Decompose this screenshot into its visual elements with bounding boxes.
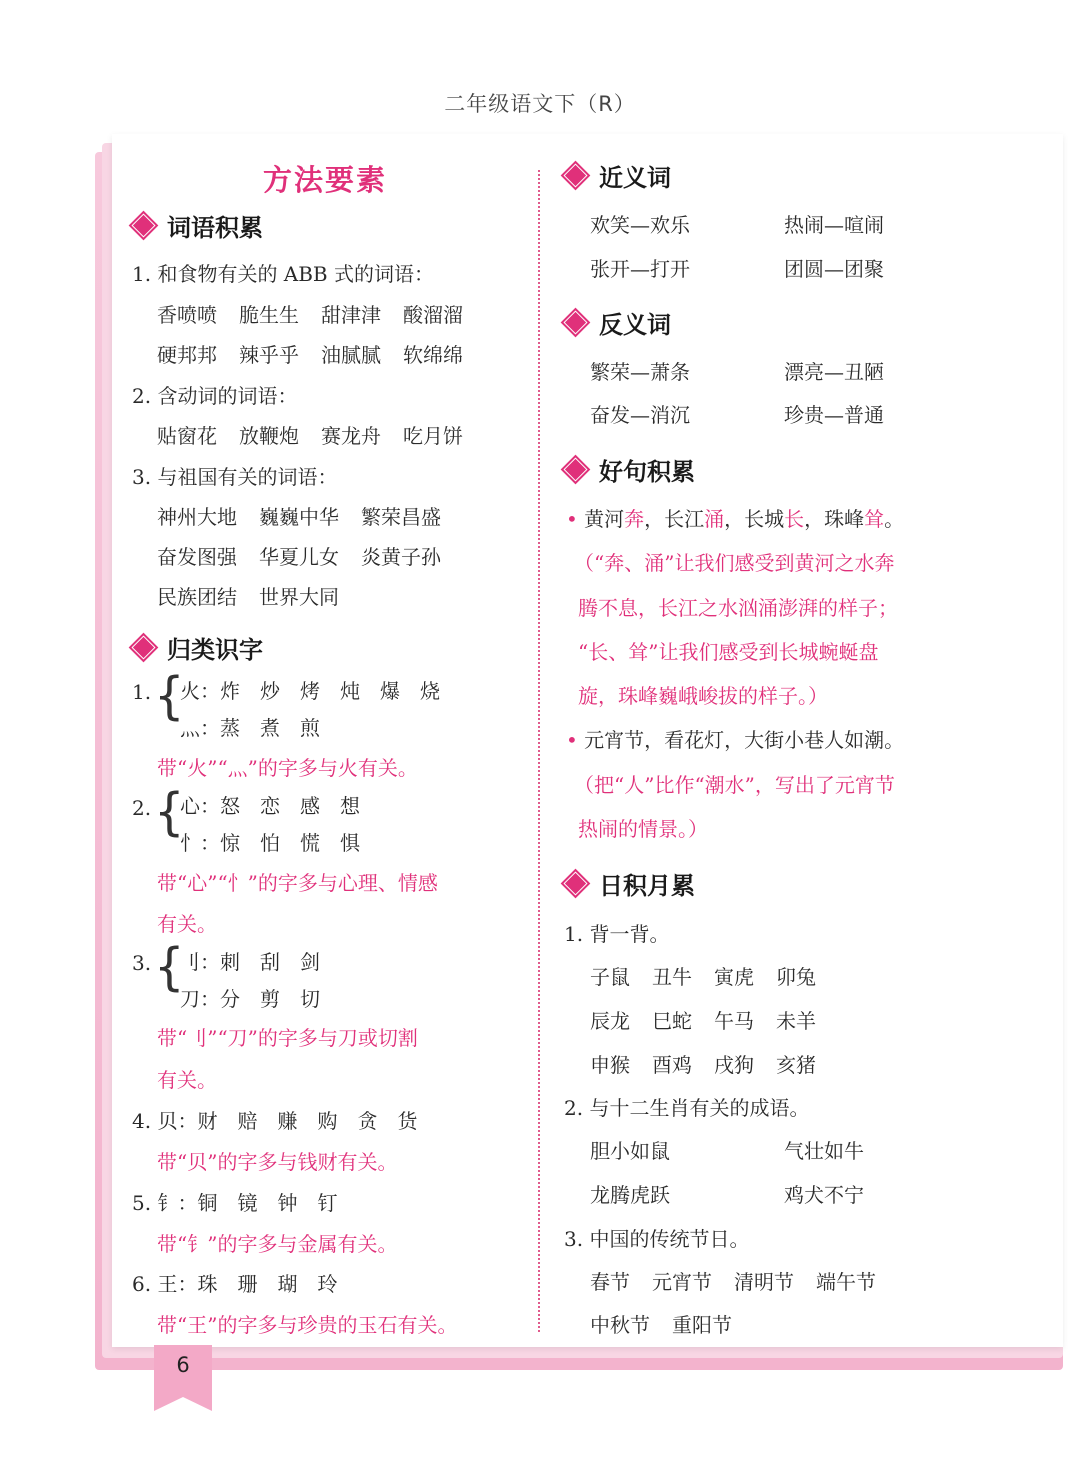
section-label: 反义词 xyxy=(599,311,671,339)
word: 亥猪 xyxy=(776,1053,816,1077)
word-row xyxy=(157,501,463,530)
char-group: 灬：蒸 煮 煎 xyxy=(180,716,320,740)
list-number: 2. xyxy=(132,796,152,820)
word: 中秋节 xyxy=(590,1313,650,1337)
section-label: 好句积累 xyxy=(599,458,695,486)
word: 卯兔 xyxy=(776,965,816,989)
diamond-icon xyxy=(130,212,157,239)
word-row xyxy=(157,299,485,328)
section-heading-synonyms xyxy=(566,158,671,193)
word: 油腻腻 xyxy=(321,343,381,367)
note-text: 旋，珠峰巍峨峻拔的样子。） xyxy=(578,684,828,708)
section-label: 词语积累 xyxy=(167,214,263,242)
word: 酸溜溜 xyxy=(403,303,463,327)
diamond-icon xyxy=(130,634,157,661)
char-group: 忄：惊 怕 慌 惧 xyxy=(180,831,360,855)
word-row xyxy=(590,1266,898,1295)
note-text: 带“贝”的字多与钱财有关。 xyxy=(157,1150,398,1174)
word: 重阳节 xyxy=(672,1313,732,1337)
word: 午马 xyxy=(714,1009,754,1033)
section-heading-good-sentences xyxy=(566,452,695,487)
word-pair: 珍贵—普通 xyxy=(784,403,884,427)
word-row xyxy=(590,1005,838,1034)
section-label: 近义词 xyxy=(599,164,671,192)
word-pair: 热闹—喧闹 xyxy=(784,213,884,237)
brace-icon: { xyxy=(154,937,185,997)
bullet-icon: • xyxy=(566,507,578,531)
word: 放鞭炮 xyxy=(239,424,299,448)
sentence-text: 。 xyxy=(884,507,905,531)
section-heading-word-accumulation xyxy=(134,208,263,243)
note-text: “长、耸”让我们感受到长城蜿蜒盘 xyxy=(578,640,879,664)
section-label: 日积月累 xyxy=(599,872,695,900)
word-row xyxy=(157,420,485,449)
word-row xyxy=(157,541,463,570)
section-label: 归类识字 xyxy=(167,636,263,664)
diamond-icon xyxy=(562,309,589,336)
word-row xyxy=(590,1049,838,1078)
diamond-icon xyxy=(562,870,589,897)
sentence-text: 黄河 xyxy=(584,507,625,531)
page-header: 二年级语文下（R） xyxy=(444,92,636,116)
word: 春节 xyxy=(590,1270,630,1294)
idiom: 胆小如鼠 xyxy=(590,1139,670,1163)
word: 辰龙 xyxy=(590,1009,630,1033)
word: 脆生生 xyxy=(239,303,299,327)
word: 巳蛇 xyxy=(652,1009,692,1033)
list-number: 3. xyxy=(132,951,152,975)
word: 神州大地 xyxy=(157,505,237,529)
char-group: 刂：刺 刮 剑 xyxy=(180,950,320,974)
list-item: 5. 钅：铜 镜 钟 钉 xyxy=(132,1191,338,1215)
word: 丑牛 xyxy=(652,965,692,989)
list-item: 3. 中国的传统节日。 xyxy=(564,1227,750,1251)
word: 申猴 xyxy=(590,1053,630,1077)
word: 甜津津 xyxy=(321,303,381,327)
brace-icon: { xyxy=(154,782,185,842)
note-text: 有关。 xyxy=(157,912,217,936)
note-text: 腾不息，长江之水汹涌澎湃的样子； xyxy=(578,596,898,620)
word: 吃月饼 xyxy=(403,424,463,448)
sentence-text: 元宵节，看花灯，大街小巷人如潮。 xyxy=(584,728,905,752)
list-item: 6. 王：珠 珊 瑚 玲 xyxy=(132,1272,338,1296)
note-text: 带“钅”的字多与金属有关。 xyxy=(157,1232,398,1256)
page-number: 6 xyxy=(176,1353,190,1377)
word-pair: 漂亮—丑陋 xyxy=(784,360,884,384)
highlight-word: 耸 xyxy=(864,507,885,531)
word: 清明节 xyxy=(734,1270,794,1294)
list-item: 3. 与祖国有关的词语： xyxy=(132,465,338,489)
word: 华夏儿女 xyxy=(259,545,339,569)
word-pair: 欢笑—欢乐 xyxy=(590,213,690,237)
word: 世界大同 xyxy=(259,585,339,609)
section-heading-character-groups xyxy=(134,630,263,665)
idiom: 鸡犬不宁 xyxy=(784,1183,864,1207)
section-heading-antonyms xyxy=(566,305,671,340)
word-pair: 张开—打开 xyxy=(590,257,690,281)
idiom: 龙腾虎跃 xyxy=(590,1183,670,1207)
word-row xyxy=(590,1309,754,1338)
word-row xyxy=(590,961,838,990)
word: 香喷喷 xyxy=(157,303,217,327)
page-number-tab xyxy=(154,1345,212,1397)
word: 子鼠 xyxy=(590,965,630,989)
sentence-text: ，长江 xyxy=(644,507,705,531)
word: 寅虎 xyxy=(714,965,754,989)
word: 民族团结 xyxy=(157,585,237,609)
word: 炎黄子孙 xyxy=(361,545,441,569)
word-pair: 繁荣—萧条 xyxy=(590,360,690,384)
note-text: 带“火”“灬”的字多与火有关。 xyxy=(157,756,418,780)
note-text: 带“王”的字多与珍贵的玉石有关。 xyxy=(157,1313,458,1337)
note-text: （把“人”比作“潮水”，写出了元宵节 xyxy=(574,773,895,797)
bullet-icon: • xyxy=(566,728,578,752)
diamond-icon xyxy=(562,456,589,483)
note-text: 带“心”“忄”的字多与心理、情感 xyxy=(157,871,438,895)
word: 赛龙舟 xyxy=(321,424,381,448)
word: 酉鸡 xyxy=(652,1053,692,1077)
column-divider xyxy=(538,170,540,1332)
word: 贴窗花 xyxy=(157,424,217,448)
page-title: 方法要素 xyxy=(262,163,387,197)
word: 软绵绵 xyxy=(403,343,463,367)
list-item: 2. 含动词的词语： xyxy=(132,384,298,408)
sentence xyxy=(566,724,904,753)
list-item: 2. 与十二生肖有关的成语。 xyxy=(564,1096,810,1120)
word: 未羊 xyxy=(776,1009,816,1033)
char-group: 火：炸 炒 烤 炖 爆 烧 xyxy=(180,679,440,703)
idiom: 气壮如牛 xyxy=(784,1139,864,1163)
diamond-icon xyxy=(562,162,589,189)
word-pair: 奋发—消沉 xyxy=(590,403,690,427)
section-heading-daily-accumulation xyxy=(566,866,695,901)
word: 繁荣昌盛 xyxy=(361,505,441,529)
sentence-text: ，长城 xyxy=(724,507,785,531)
word: 巍巍中华 xyxy=(259,505,339,529)
list-number: 1. xyxy=(132,680,152,704)
word-row xyxy=(157,339,485,368)
sentence-text: ，珠峰 xyxy=(804,507,865,531)
char-group: 心：怒 恋 感 想 xyxy=(180,794,360,818)
word: 硬邦邦 xyxy=(157,343,217,367)
word: 戌狗 xyxy=(714,1053,754,1077)
note-text: 有关。 xyxy=(157,1068,217,1092)
note-text: 热闹的情景。） xyxy=(578,817,708,841)
list-item: 1. 和食物有关的 ABB 式的词语： xyxy=(132,262,434,286)
highlight-word: 涌 xyxy=(704,507,725,531)
highlight-word: 长 xyxy=(784,507,805,531)
note-text: 带“刂”“刀”的字多与刀或切割 xyxy=(157,1026,418,1050)
word: 端午节 xyxy=(816,1270,876,1294)
list-item: 1. 背一背。 xyxy=(564,922,670,946)
word-pair: 团圆—团聚 xyxy=(784,257,884,281)
highlight-word: 奔 xyxy=(624,507,645,531)
list-item: 4. 贝：财 赔 赚 购 贪 货 xyxy=(132,1109,418,1133)
word-row xyxy=(157,581,361,610)
note-text: （“奔、涌”让我们感受到黄河之水奔 xyxy=(574,551,895,575)
char-group: 刀：分 剪 切 xyxy=(180,987,320,1011)
brace-icon: { xyxy=(154,666,185,726)
word: 元宵节 xyxy=(652,1270,712,1294)
word: 辣乎乎 xyxy=(239,343,299,367)
word: 奋发图强 xyxy=(157,545,237,569)
sentence xyxy=(566,503,904,532)
